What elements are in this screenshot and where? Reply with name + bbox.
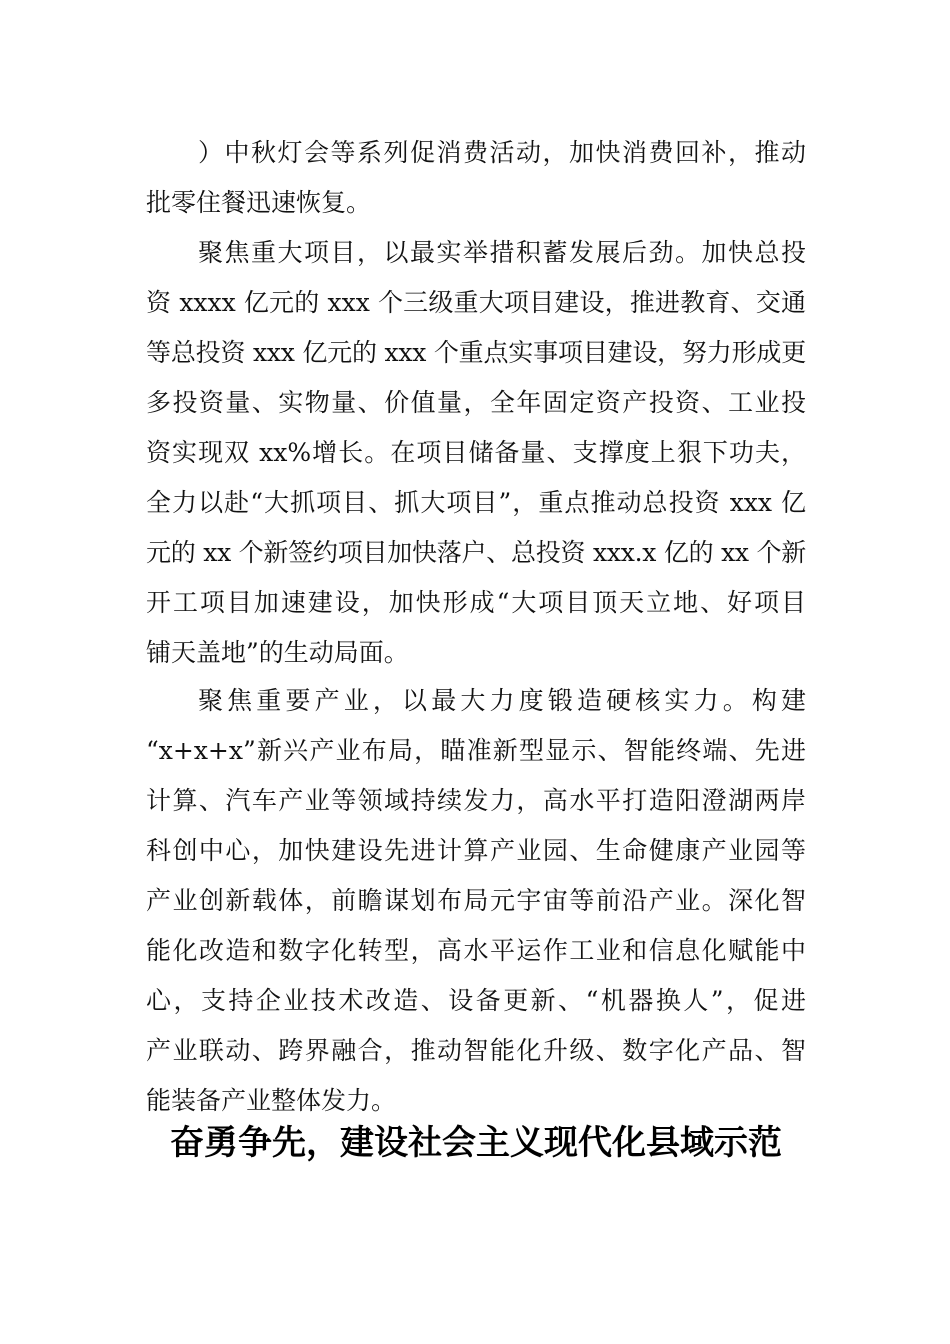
paragraph-line: 产业创新载体，前瞻谋划布局元宇宙等前沿产业。深化智 [146, 886, 806, 915]
paragraph-2 [146, 228, 806, 678]
paragraph-line: 能化改造和数字化转型，高水平运作工业和信息化赋能中 [146, 936, 806, 965]
paragraph-line: 开工项目加速建设，加快形成“大项目顶天立地、好项目 [146, 588, 806, 617]
paragraph-line: 元的 xx 个新签约项目加快落户、总投资 xxx.x 亿的 xx 个新 [146, 538, 806, 567]
paragraph-line: 产业联动、跨界融合，推动智能化升级、数字化产品、智 [146, 1036, 806, 1065]
paragraph-line: 多投资量、实物量、价值量，全年固定资产投资、工业投 [146, 388, 806, 417]
paragraph-line: ）中秋灯会等系列促消费活动，加快消费回补，推动 [198, 138, 806, 167]
paragraph-1 [146, 128, 806, 228]
paragraph-line: 资实现双 xx%增长。在项目储备量、支撑度上狠下功夫， [146, 438, 806, 467]
paragraph-line: 等总投资 xxx 亿元的 xxx 个重点实事项目建设，努力形成更 [146, 338, 806, 367]
paragraph-line: 计算、汽车产业等领域持续发力，高水平打造阳澄湖两岸 [146, 786, 806, 815]
paragraph-line: 聚焦重大项目，以最实举措积蓄发展后劲。加快总投 [198, 238, 806, 267]
section-heading: 奋勇争先，建设社会主义现代化县域示范 [170, 1123, 782, 1163]
paragraph-line: 资 xxxx 亿元的 xxx 个三级重大项目建设，推进教育、交通 [146, 288, 806, 317]
paragraph-line: 科创中心，加快建设先进计算产业园、生命健康产业园等 [146, 836, 806, 865]
paragraph-line: 全力以赴“大抓项目、抓大项目”，重点推动总投资 xxx 亿 [146, 488, 806, 517]
paragraph-line: 聚焦重要产业，以最大力度锻造硬核实力。构建 [198, 686, 806, 715]
paragraph-line: 能装备产业整体发力。 [146, 1086, 397, 1115]
paragraph-line: 心，支持企业技术改造、设备更新、“机器换人”，促进 [146, 986, 806, 1015]
paragraph-line: 批零住餐迅速恢复。 [146, 188, 372, 217]
paragraph-line: “x+x+x”新兴产业布局，瞄准新型显示、智能终端、先进 [146, 736, 806, 765]
paragraph-3 [146, 676, 806, 1126]
paragraph-line: 铺天盖地”的生动局面。 [146, 638, 409, 667]
